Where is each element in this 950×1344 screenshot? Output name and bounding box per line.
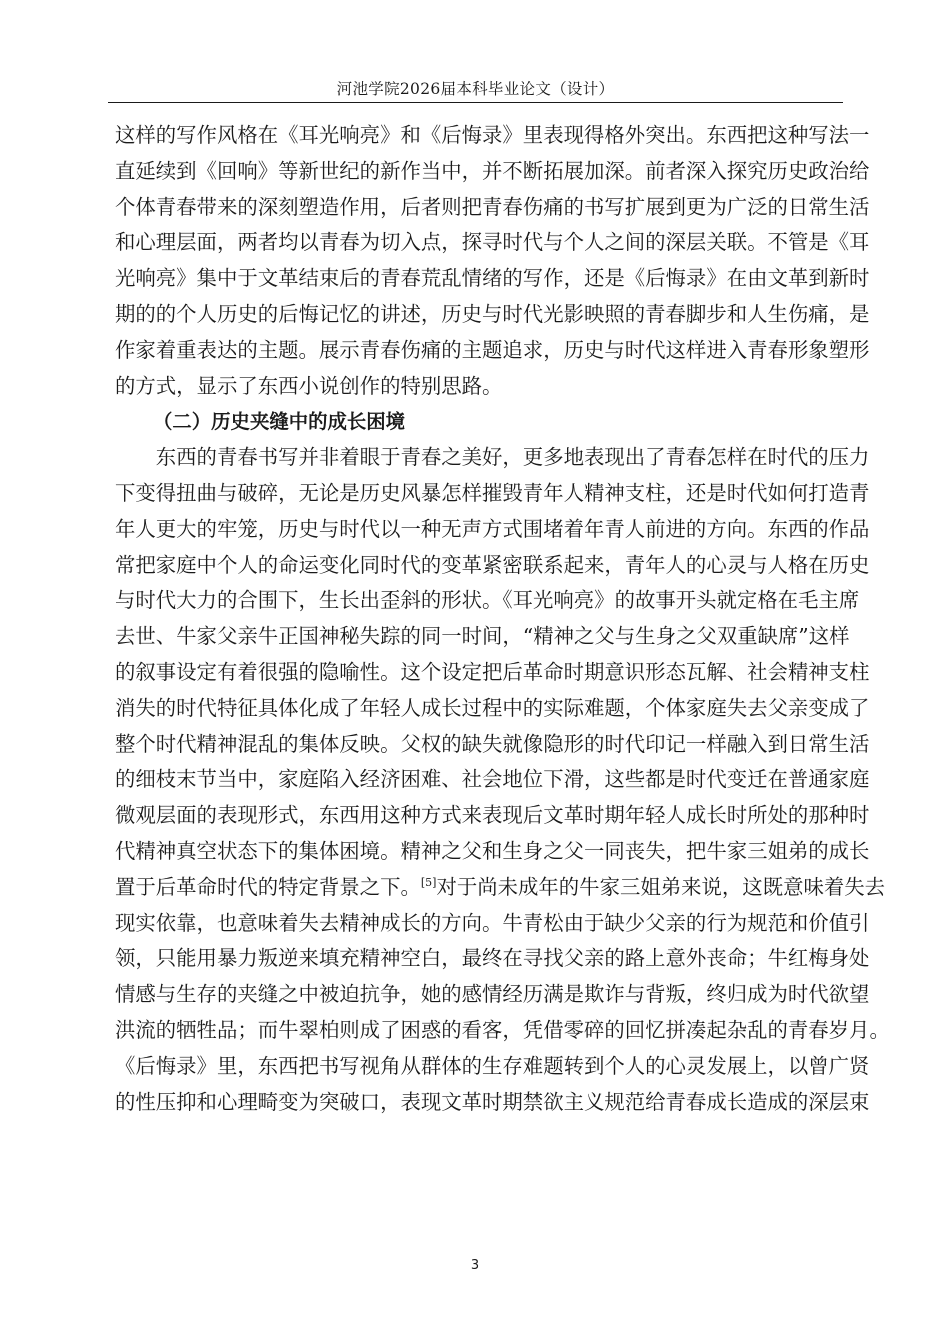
- text-line: 整个时代精神混乱的集体反映。父权的缺失就像隐形的时代印记一样融入到日常生活: [115, 731, 870, 756]
- text-line: 与时代大力的合围下，生长出歪斜的形状。《耳光响亮》的故事开头就定格在毛主席: [115, 588, 860, 613]
- text-line: 的性压抑和心理畸变为突破口，表现文革时期禁欲主义规范给青春成长造成的深层束: [115, 1089, 870, 1114]
- text-line: 代精神真空状态下的集体困境。精神之父和生身之父一同丧失，把牛家三姐弟的成长: [115, 838, 870, 863]
- text-line: 期的的个人历史的后悔记忆的讲述，历史与时代光影映照的青春脚步和人生伤痛，是: [115, 301, 870, 326]
- page-number: 3: [470, 1258, 480, 1273]
- page-header: 河池学院2026届本科毕业论文（设计）: [336, 80, 615, 98]
- text-line: 洪流的牺牲品；而牛翠柏则成了困惑的看客，凭借零碎的回忆拼凑起杂乱的青春岁月。: [115, 1017, 890, 1042]
- text-line: 去世、牛家父亲牛正国神秘失踪的同一时间，“精神之父与生身之父双重缺席”这样: [115, 624, 850, 649]
- text-line: 领，只能用暴力叛逆来填充精神空白，最终在寻找父亲的路上意外丧命；牛红梅身处: [115, 946, 870, 971]
- text-line: 常把家庭中个人的命运变化同时代的变革紧密联系起来，青年人的心灵与人格在历史: [115, 552, 870, 577]
- text-line: 的叙事设定有着很强的隐喻性。这个设定把后革命时期意识形态瓦解、社会精神支柱: [115, 659, 870, 684]
- text-line: 的方式，显示了东西小说创作的特别思路。: [115, 373, 503, 398]
- text-line: 直延续到《回响》等新世纪的新作当中，并不断拓展加深。前者深入探究历史政治给: [115, 158, 870, 183]
- text-line: 年人更大的牢笼，历史与时代以一种无声方式围堵着年青人前进的方向。东西的作品: [115, 516, 870, 541]
- text-line: 下变得扭曲与破碎，无论是历史风暴怎样摧毁青年人精神支柱，还是时代如何打造青: [115, 480, 870, 505]
- text-segment: 对于尚未成年的牛家三姐弟来说，这既意味着失去: [436, 874, 886, 899]
- text-line: 个体青春带来的深刻塑造作用，后者则把青春伤痛的书写扩展到更为广泛的日常生活: [115, 194, 870, 219]
- section-heading: （二）历史夹缝中的成长困境: [153, 410, 406, 434]
- paragraph-2: [115, 440, 890, 1120]
- text-line: 光响亮》集中于文革结束后的青春荒乱情绪的写作，还是《后悔录》在由文革到新时: [115, 266, 870, 291]
- paragraph-1: [115, 118, 870, 404]
- text-line-with-citation: [115, 870, 886, 906]
- text-line: 情感与生存的夹缝之中被迫抗争，她的感情经历满是欺诈与背叛，终归成为时代欲望: [115, 982, 870, 1007]
- text-line: 东西的青春书写并非着眼于青春之美好，更多地表现出了青春怎样在时代的压力: [115, 445, 870, 470]
- text-line: 现实依靠，也意味着失去精神成长的方向。牛青松由于缺少父亲的行为规范和价值引: [115, 910, 870, 935]
- text-line: 和心理层面，两者均以青春为切入点，探寻时代与个人之间的深层关联。不管是《耳: [115, 230, 870, 255]
- text-line: 这样的写作风格在《耳光响亮》和《后悔录》里表现得格外突出。东西把这种写法一: [115, 123, 870, 147]
- text-line: 消失的时代特征具体化成了年轻人成长过程中的实际难题，个体家庭失去父亲变成了: [115, 695, 870, 720]
- text-line: 的细枝末节当中，家庭陷入经济困难、社会地位下滑，这些都是时代变迁在普通家庭: [115, 767, 870, 792]
- text-line: 作家着重表达的主题。展示青春伤痛的主题追求，历史与时代这样进入青春形象塑形: [115, 337, 870, 362]
- text-segment: 置于后革命时代的特定背景之下。: [115, 874, 421, 899]
- text-line: 《后悔录》里，东西把书写视角从群体的生存难题转到个人的心灵发展上，以曾广贤: [115, 1053, 870, 1078]
- citation-ref: [5]: [420, 875, 437, 889]
- text-line: 微观层面的表现形式，东西用这种方式来表现后文革时期年轻人成长时所处的那种时: [115, 803, 870, 828]
- document-body: [115, 118, 890, 1120]
- header-rule: [108, 102, 843, 103]
